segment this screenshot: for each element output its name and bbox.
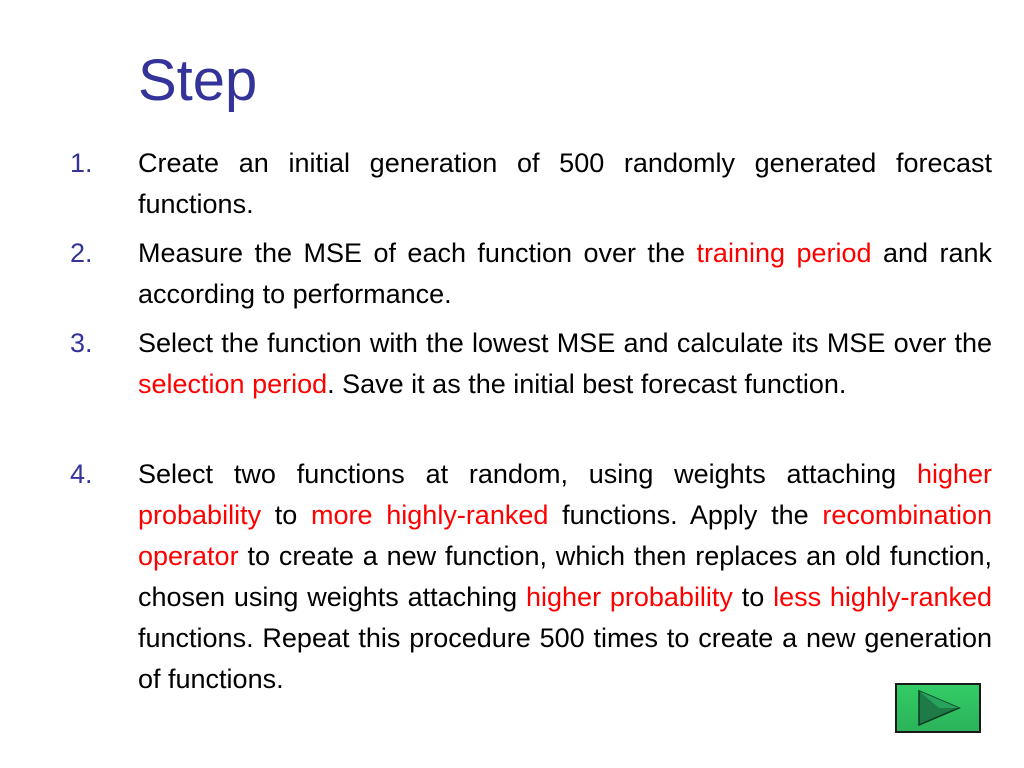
step-text-segment: Create an initial generation of 500 randomly generated forecast functions. bbox=[138, 148, 992, 219]
highlighted-term: more highly-ranked bbox=[311, 500, 549, 530]
step-text bbox=[138, 454, 992, 700]
step-text-segment: to bbox=[261, 500, 312, 530]
step-text-segment: to bbox=[732, 582, 774, 612]
highlighted-term: higher probability bbox=[526, 582, 733, 612]
step-text-segment: Select the function with the lowest MSE and calculate its MSE over the bbox=[138, 328, 992, 358]
highlighted-term: training period bbox=[696, 238, 872, 268]
highlighted-term: higher probability bbox=[138, 459, 992, 530]
next-slide-button[interactable] bbox=[895, 683, 981, 733]
play-triangle-icon bbox=[897, 685, 979, 731]
step-number: 2. bbox=[70, 238, 93, 268]
step-text-segment: Select two functions at random, using weights attaching bbox=[138, 459, 917, 489]
step-text-segment: to create a new function, which then replaces an old function, chosen using weights attaching bbox=[138, 541, 992, 612]
highlighted-term: recombination operator bbox=[138, 500, 992, 571]
step-text bbox=[138, 233, 992, 315]
step-text bbox=[138, 143, 992, 225]
slide-title: Step bbox=[138, 48, 258, 113]
step-text-segment: Measure the MSE of each function over the bbox=[138, 238, 697, 268]
step-text-segment: functions. Repeat this procedure 500 times to create a new generation of functions. bbox=[138, 623, 992, 694]
highlighted-term: selection period bbox=[138, 369, 328, 399]
step-text bbox=[138, 323, 992, 405]
step-text-segment: . Save it as the initial best forecast function. bbox=[327, 369, 847, 399]
highlighted-term: less highly-ranked bbox=[773, 582, 993, 612]
step-text-segment: functions. Apply the bbox=[548, 500, 823, 530]
step-text-segment: and rank according to performance. bbox=[138, 238, 992, 309]
step-number: 4. bbox=[70, 459, 93, 489]
step-number: 3. bbox=[70, 328, 93, 358]
step-number: 1. bbox=[70, 148, 93, 178]
